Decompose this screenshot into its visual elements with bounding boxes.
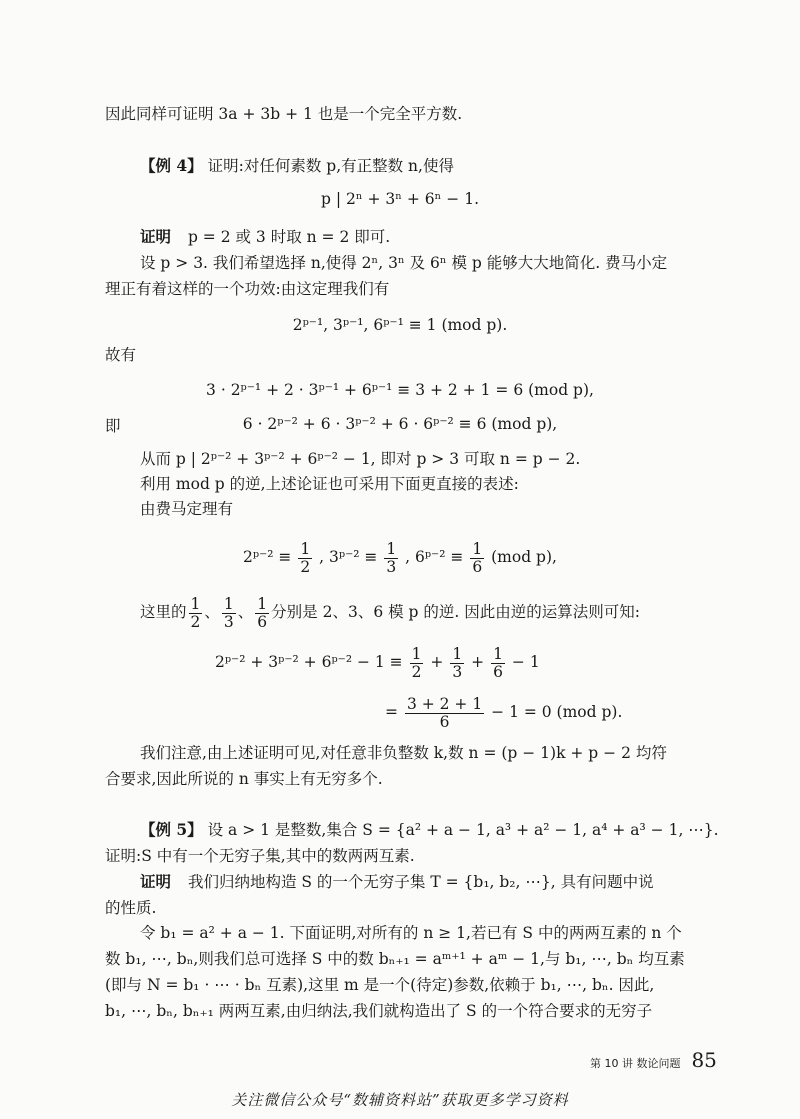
num: 1 [411, 644, 422, 663]
proof-text: p = 2 或 3 时取 n = 2 即可. [187, 228, 391, 246]
inv-half [189, 596, 203, 631]
den: 2 [190, 612, 201, 631]
example-4-tag: 【例 4】 [140, 156, 203, 175]
den: 6 [493, 662, 503, 681]
proof-line [140, 227, 390, 247]
equals: = [385, 703, 398, 721]
example-5 [140, 820, 719, 840]
page-footer [590, 1047, 717, 1077]
line-l16: 令 b₁ = a² + a − 1. 下面证明,对所有的 n ≥ 1,若已有 S 中的两两互素的 n 个 [140, 924, 682, 942]
inv-sixth [255, 596, 269, 631]
plus: + [430, 653, 444, 671]
den: 3 [452, 662, 463, 681]
line-l17: 数 b₁, ⋯, bₙ,则我们总可选择 S 中的数 bₙ₊₁ = aᵐ⁺¹ + aᵐ − 1,与 b₁, ⋯, bₙ 均互素 [105, 950, 685, 968]
line-l14: 证明:S 中有一个无穷子集,其中的数两两互素. [105, 847, 415, 865]
watermark-text: 关注微信公众号“数辅资料站”获取更多学习资料 [231, 1091, 569, 1109]
formula-f3: 6 · 2ᵖ⁻² + 6 · 3ᵖ⁻² + 6 · 6ᵖ⁻² ≡ 6 (mod p), [242, 415, 558, 433]
l11-post: 分别是 2、3、6 模 p 的逆. 因此由逆的运算法则可知: [271, 603, 640, 621]
num: 1 [257, 594, 268, 613]
line-l9: 利用 mod p 的逆,上述论证也可采用下面更直接的表述: [140, 475, 519, 493]
formula-f1: 2ᵖ⁻¹, 3ᵖ⁻¹, 6ᵖ⁻¹ ≡ 1 (mod p). [292, 316, 508, 334]
proof2-text: 我们归纳地构造 S 的一个无穷子集 T = {b₁, b₂, ⋯}, 具有问题中说 [187, 873, 654, 891]
den: 6 [472, 557, 483, 576]
f4-part-a: 2ᵖ⁻² ≡ [243, 548, 292, 566]
line-l18: (即与 N = b₁ · ⋯ · bₙ 互素),这里 m 是一个(待定)参数,依赖于 b₁, ⋯, bₙ. 因此, [105, 976, 655, 994]
num: 1 [223, 594, 234, 613]
f5-part-a: 2ᵖ⁻² + 3ᵖ⁻² + 6ᵖ⁻² − 1 ≡ [215, 653, 403, 671]
line-l1: 因此同样可证明 3a + 3b + 1 也是一个完全平方数. [105, 105, 463, 123]
minus-one: − 1 [511, 653, 540, 671]
num: 1 [386, 539, 397, 558]
f6-fraction [405, 696, 484, 731]
formula-f2: 3 · 2ᵖ⁻¹ + 2 · 3ᵖ⁻¹ + 6ᵖ⁻¹ ≡ 3 + 2 + 1 = 6 (mod p), [206, 381, 594, 399]
f5-sixth [491, 646, 505, 681]
page-number: 85 [691, 1048, 717, 1072]
den: 6 [439, 712, 450, 731]
f5-third [450, 646, 464, 681]
num: 1 [493, 644, 503, 663]
sep: 、 [237, 603, 254, 621]
line-l6: 理正有着这样的一个功效:由这定理我们有 [105, 280, 390, 298]
num: 1 [300, 539, 311, 558]
den: 2 [411, 662, 422, 681]
line-l15: 的性质. [105, 899, 157, 917]
num: 3 + 2 + 1 [406, 694, 483, 713]
f4-part-b: , 3ᵖ⁻² ≡ [319, 548, 378, 566]
line-l13: 合要求,因此所说的 n 事实上有无穷多个. [105, 770, 383, 788]
line-ji: 即 [105, 417, 121, 435]
den: 3 [386, 557, 397, 576]
line-l11 [140, 592, 640, 632]
line-l12: 我们注意,由上述证明可见,对任意非负整数 k,数 n = (p − 1)k + p − 2 均符 [140, 744, 667, 762]
line-l7: 故有 [105, 346, 137, 364]
fraction-sixth [470, 541, 484, 576]
fraction-half [298, 541, 312, 576]
example-4 [140, 156, 454, 176]
formula-ex4: p | 2ⁿ + 3ⁿ + 6ⁿ − 1. [320, 190, 479, 208]
proof2-line [140, 872, 654, 892]
f6-part-b: − 1 = 0 (mod p). [491, 703, 623, 721]
sep: 、 [204, 603, 220, 621]
formula-f6 [385, 692, 622, 732]
proof2-label: 证明 [140, 872, 172, 891]
formula-f4 [0, 537, 800, 577]
f5-half [410, 646, 424, 681]
line-l8: 从而 p | 2ᵖ⁻² + 3ᵖ⁻² + 6ᵖ⁻² − 1, 即对 p > 3 可取 n = p − 2. [140, 450, 581, 468]
inv-third [222, 596, 236, 631]
den: 3 [223, 612, 234, 631]
plus: + [471, 653, 485, 671]
den: 2 [300, 557, 311, 576]
line-l5: 设 p > 3. 我们希望选择 n,使得 2ⁿ, 3ⁿ 及 6ⁿ 模 p 能够大大地简化. 费马小定 [140, 254, 668, 272]
example-5-text: 设 a > 1 是整数,集合 S = {a² + a − 1, a³ + a² − 1, a⁴ + a³ − 1, ⋯}. [207, 821, 719, 839]
fraction-third [384, 541, 398, 576]
f4-part-d: (mod p), [491, 548, 557, 566]
proof-label: 证明 [140, 227, 172, 246]
num: 1 [452, 644, 463, 663]
den: 6 [257, 612, 268, 631]
line-l10: 由费马定理有 [140, 500, 234, 518]
num: 1 [190, 594, 201, 613]
f4-part-c: , 6ᵖ⁻² ≡ [405, 548, 464, 566]
example-5-tag: 【例 5】 [140, 820, 203, 839]
l11-pre: 这里的 [140, 603, 187, 621]
line-l19: b₁, ⋯, bₙ, bₙ₊₁ 两两互素,由归纳法,我们就构造出了 S 的一个符合要求的无穷子 [105, 1002, 653, 1020]
num: 1 [472, 539, 483, 558]
chapter-label: 第 10 讲 数论问题 [590, 1057, 681, 1070]
example-4-text: 证明:对任何素数 p,有正整数 n,使得 [207, 157, 454, 175]
formula-f5 [215, 642, 540, 682]
